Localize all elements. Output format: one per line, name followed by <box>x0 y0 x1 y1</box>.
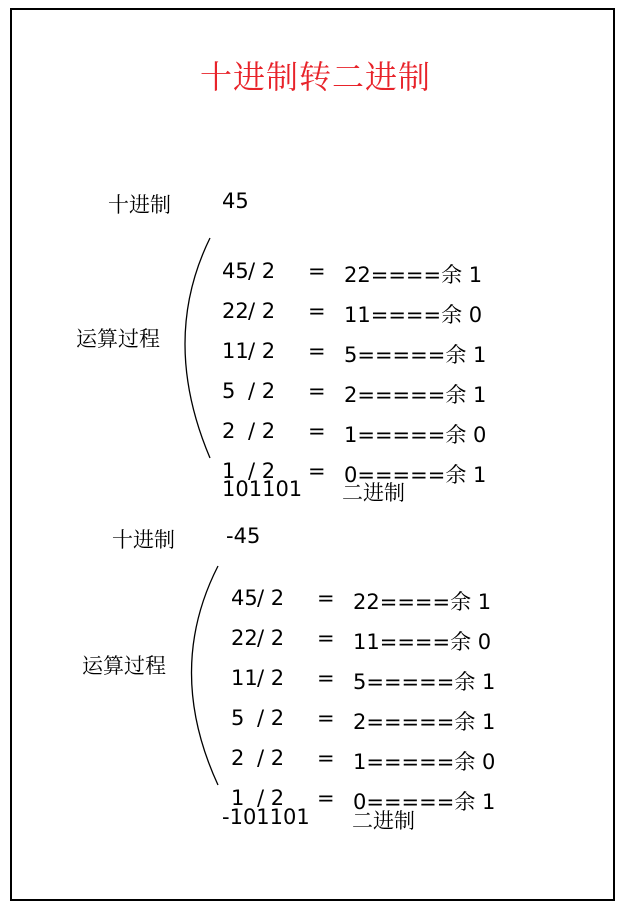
binary-value: -101101 <box>222 805 310 829</box>
decimal-label: 十进制 <box>108 193 171 217</box>
step-op: / 2 <box>248 459 276 483</box>
binary-label: 二进制 <box>342 481 405 505</box>
step-eq: = <box>308 259 326 283</box>
step-eq: = <box>317 706 335 730</box>
step-eq: = <box>308 419 326 443</box>
step-eq: = <box>308 299 326 323</box>
step-dividend: 1 <box>222 459 236 483</box>
step-op: / 2 <box>248 379 276 403</box>
binary-label: 二进制 <box>352 809 415 833</box>
decimal-label: 十进制 <box>112 528 175 552</box>
step-op: / 2 <box>257 786 285 810</box>
step-op: / 2 <box>257 626 285 650</box>
step-op: / 2 <box>248 339 276 363</box>
step-dividend: 11 <box>222 339 249 363</box>
step-result: 0=====余 1 <box>353 790 496 814</box>
step-eq: = <box>317 586 335 610</box>
step-result: 5=====余 1 <box>353 670 496 694</box>
step-result: 22====余 1 <box>344 263 483 287</box>
diagram-title: 十进制转二进制 <box>199 58 431 96</box>
step-op: / 2 <box>248 299 276 323</box>
step-dividend: 11 <box>231 666 258 690</box>
decimal-value: 45 <box>222 189 249 213</box>
step-result: 0=====余 1 <box>344 463 487 487</box>
step-eq: = <box>317 666 335 690</box>
step-op: / 2 <box>248 259 276 283</box>
step-eq: = <box>317 626 335 650</box>
step-dividend: 2 <box>222 419 236 443</box>
step-dividend: 22 <box>231 626 258 650</box>
step-op: / 2 <box>257 586 285 610</box>
decimal-value: -45 <box>226 524 261 548</box>
step-eq: = <box>308 459 326 483</box>
step-dividend: 5 <box>222 379 236 403</box>
step-result: 11====余 0 <box>344 303 483 327</box>
step-dividend: 45 <box>231 586 258 610</box>
step-op: / 2 <box>248 419 276 443</box>
brace-1 <box>185 238 210 458</box>
step-result: 1=====余 0 <box>344 423 487 447</box>
step-op: / 2 <box>257 746 285 770</box>
step-eq: = <box>308 339 326 363</box>
process-label: 运算过程 <box>76 327 160 351</box>
step-dividend: 1 <box>231 786 245 810</box>
step-result: 11====余 0 <box>353 630 492 654</box>
step-eq: = <box>317 786 335 810</box>
step-eq: = <box>317 746 335 770</box>
step-result: 2=====余 1 <box>344 383 487 407</box>
step-dividend: 2 <box>231 746 245 770</box>
step-dividend: 5 <box>231 706 245 730</box>
process-label: 运算过程 <box>82 654 166 678</box>
step-dividend: 22 <box>222 299 249 323</box>
step-result: 22====余 1 <box>353 590 492 614</box>
step-op: / 2 <box>257 666 285 690</box>
binary-value: 101101 <box>222 477 303 501</box>
step-eq: = <box>308 379 326 403</box>
step-result: 2=====余 1 <box>353 710 496 734</box>
brace-2 <box>192 566 219 785</box>
step-op: / 2 <box>257 706 285 730</box>
step-result: 5=====余 1 <box>344 343 487 367</box>
step-result: 1=====余 0 <box>353 750 496 774</box>
step-dividend: 45 <box>222 259 249 283</box>
